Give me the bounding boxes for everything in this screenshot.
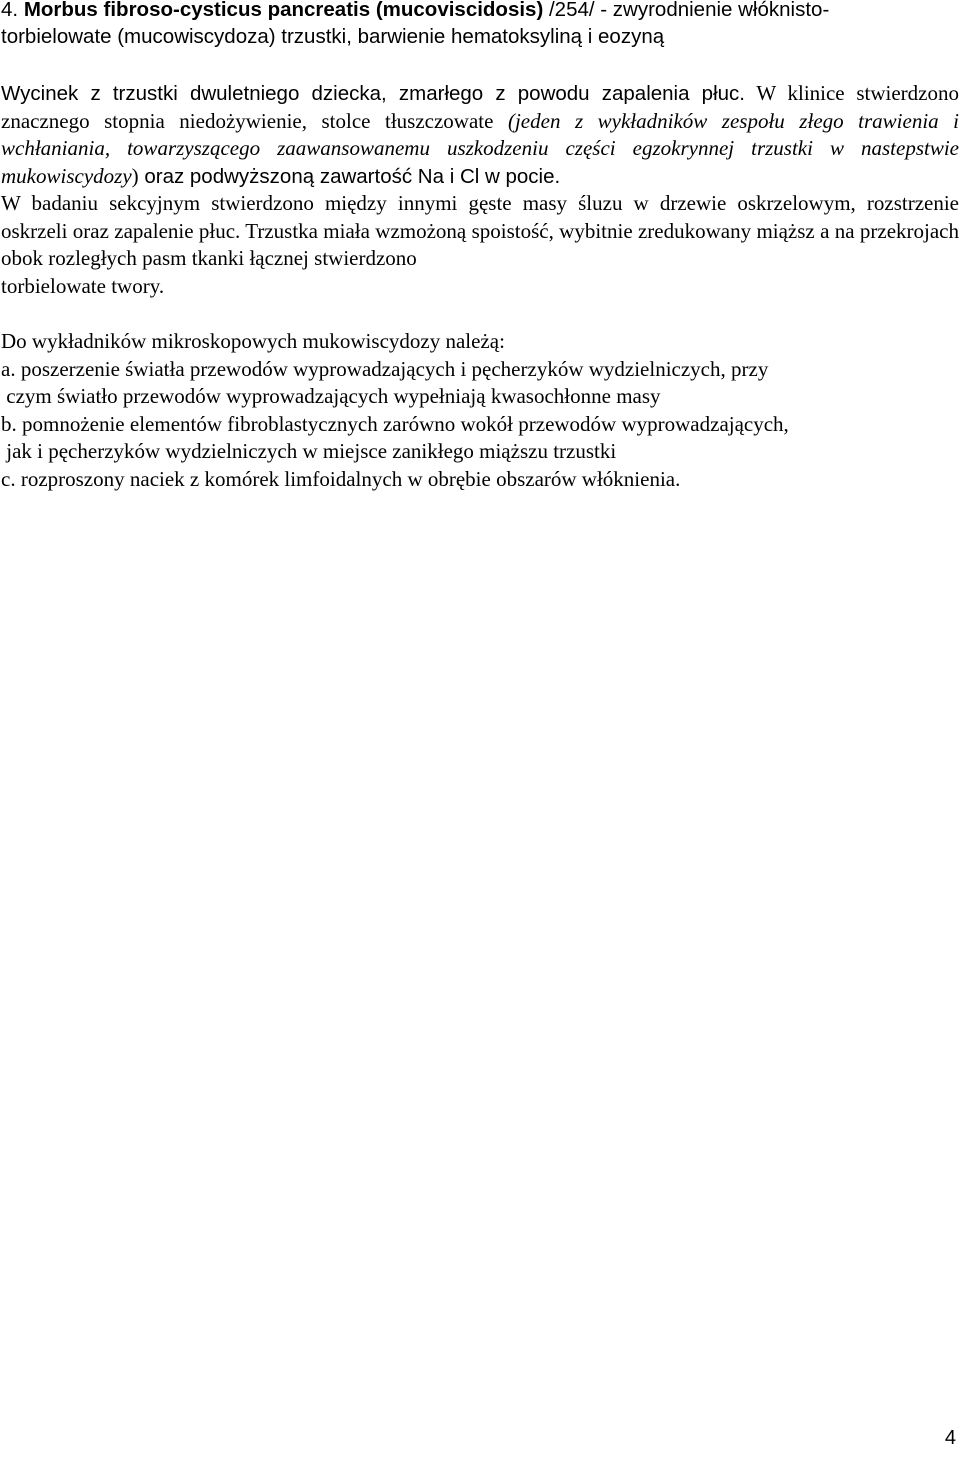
option-b-line1: b. pomnożenie elementów fibroblastycznych zarówno wokół przewodów wyprowadzających, <box>1 411 789 436</box>
option-a-line2: czym światło przewodów wyprowadzających wypełniają kwasochłonne masy <box>1 384 661 408</box>
sweat-electrolytes-note: oraz podwyższoną zawartość Na i Cl w pocie. <box>138 164 561 188</box>
page-number: 4 <box>944 1427 956 1449</box>
autopsy-findings-paragraph <box>1 190 959 300</box>
clinical-history-paragraph <box>1 80 959 190</box>
autopsy-findings-text: W badaniu sekcyjnym stwierdzono między innymi gęste masy śluzu w drzewie oskrzelowym, rozstrzenie oskrzeli oraz zapalenie płuc. Trzustka miała wzmożoną spoistość, wybitnie zredukowany miąższ a na przekrojach obok rozległych pasm tkanki łącznej stwierdzono <box>1 191 959 270</box>
clinical-note-italic: (jeden z wykładników zespołu złego trawienia i wchłaniania, towarzyszącego zaawansowanemu uszkodzeniu części egzokrynnej trzustki w nastepstwie mukowiscydozy <box>1 108 959 188</box>
clinical-findings: W klinice stwierdzono znacznego stopnia niedożywienie, stolce tłuszczowate <box>1 81 959 133</box>
option-a-line1: a. poszerzenie światła przewodów wyprowadzających i pęcherzyków wydzielniczych, przy <box>1 356 769 381</box>
case-title-line2: torbielowate (mucowiscydoza) trzustki, barwienie hematoksyliną i eozyną <box>1 25 665 48</box>
case-title <box>1 0 931 50</box>
autopsy-findings-last-line: torbielowate twory. <box>1 273 165 298</box>
microscopic-features-question <box>1 328 959 493</box>
case-title-rest: /254/ - zwyrodnienie włóknisto- <box>543 0 830 21</box>
option-b-line2: jak i pęcherzyków wydzielniczych w miejsce zanikłego miąższu trzustki <box>1 439 617 463</box>
closing-parenthesis: ) <box>131 163 139 188</box>
specimen-description: Wycinek z trzustki dwuletniego dziecka, zmarłego z powodu zapalenia płuc. <box>1 82 745 105</box>
answer-option-a <box>1 356 959 411</box>
case-number: 4. <box>1 0 19 21</box>
case-latin-name: Morbus fibroso-cysticus pancreatis (mucoviscidosis) <box>23 0 544 21</box>
answer-option-c <box>1 466 959 494</box>
question-intro: Do wykładników mikroskopowych mukowiscydozy należą: <box>1 329 505 353</box>
option-c-line1: c. rozproszony naciek z komórek limfoidalnych w obrębie obszarów włóknienia. <box>1 466 681 491</box>
answer-option-b <box>1 411 959 466</box>
